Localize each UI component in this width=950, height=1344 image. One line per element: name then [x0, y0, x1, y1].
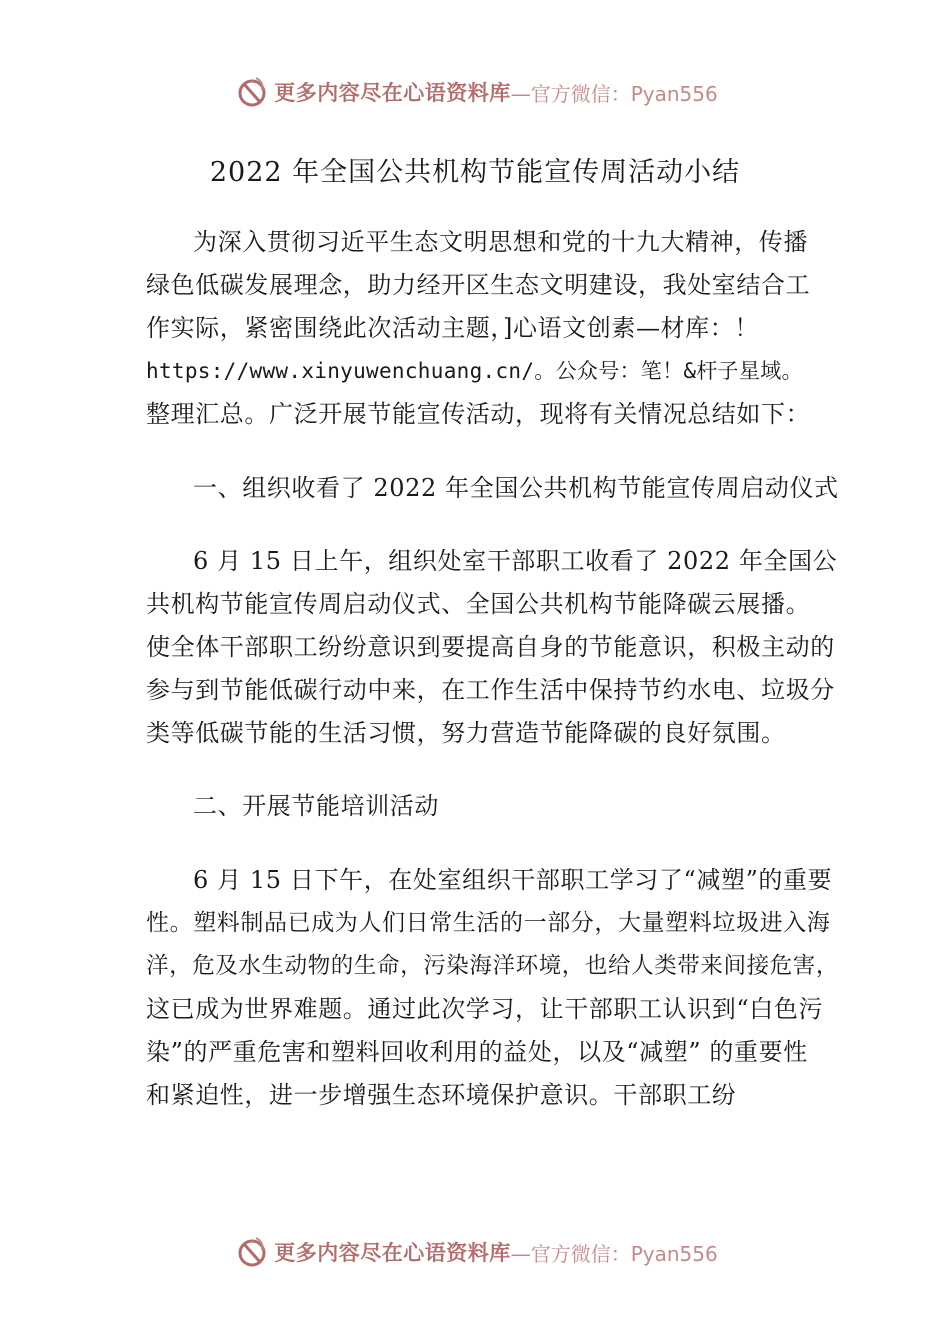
text-line: 6 月 15 日下午，在处室组织干部职工学习了“减塑”的重要 — [193, 866, 833, 894]
watermark-suffix: —官方微信：Pyan556 — [510, 81, 718, 106]
text-line: 类等低碳节能的生活习惯，努力营造节能降碳的良好氛围。 — [146, 719, 786, 747]
text-line: 6 月 15 日上午，组织处室干部职工收看了 2022 年全国公 — [193, 547, 838, 575]
text-line: https://www.xinyuwenchuang.cn/。公众号：笔！&杆子星域。 — [146, 359, 803, 383]
footer-watermark — [0, 1230, 950, 1274]
text-line: 绿色低碳发展理念，助力经开区生态文明建设，我处室结合工 — [146, 271, 811, 299]
logo-icon — [232, 72, 272, 112]
watermark-suffix: —官方微信：Pyan556 — [510, 1241, 718, 1266]
text-line: 作实际，紧密围绕此次活动主题，]心语文创素—材库：！ — [146, 314, 759, 342]
section-heading: 一、组织收看了 2022 年全国公共机构节能宣传周启动仪式 — [193, 474, 839, 502]
text-line: 性。塑料制品已成为人们日常生活的一部分，大量塑料垃圾进入海 — [146, 910, 831, 936]
watermark-text: 更多内容尽在心语资料库 — [274, 1240, 511, 1265]
section-heading: 二、开展节能培训活动 — [193, 792, 439, 820]
page-title: 2022 年全国公共机构节能宣传周活动小结 — [209, 157, 741, 188]
text-line: 为深入贯彻习近平生态文明思想和党的十九大精神，传播 — [193, 228, 808, 256]
text-line: 和紧迫性，进一步增强生态环境保护意识。干部职工纷 — [146, 1081, 737, 1109]
text-line: 这已成为世界难题。通过此次学习，让干部职工认识到“白色污 — [146, 995, 824, 1023]
text-line: 参与到节能低碳行动中来，在工作生活中保持节约水电、垃圾分 — [146, 676, 835, 704]
text-line: 洋，危及水生动物的生命，污染海洋环境，也给人类带来间接危害， — [146, 953, 840, 979]
watermark-text: 更多内容尽在心语资料库 — [274, 80, 511, 105]
text-line: 共机构节能宣传周启动仪式、全国公共机构节能降碳云展播。 — [146, 590, 811, 618]
text-line: 使全体干部职工纷纷意识到要提高自身的节能意识，积极主动的 — [146, 633, 835, 661]
text-line: 染”的严重危害和塑料回收利用的益处，以及“减塑” 的重要性 — [146, 1038, 808, 1066]
text-line: 整理汇总。广泛开展节能宣传活动，现将有关情况总结如下： — [146, 400, 811, 428]
header-watermark — [0, 70, 950, 114]
logo-icon — [232, 1232, 272, 1272]
